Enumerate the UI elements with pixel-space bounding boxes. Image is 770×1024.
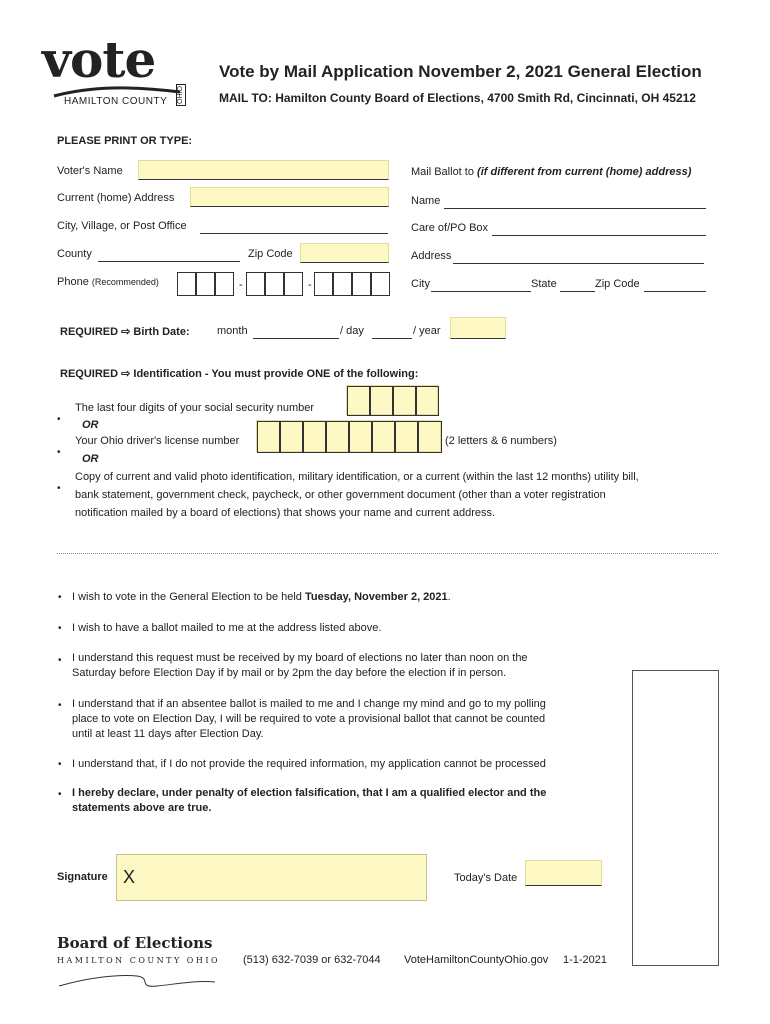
signature-label: Signature	[57, 871, 108, 883]
zip2-label: Zip Code	[595, 278, 640, 290]
footer-phone: (513) 632-7039 or 632-7044	[243, 954, 381, 966]
birth-day-label: / day	[340, 325, 364, 337]
phone-line-boxes[interactable]	[314, 272, 392, 296]
todays-date-field[interactable]	[525, 860, 602, 886]
identification-label: REQUIRED ⇨ Identification - You must provide ONE of the following:	[60, 368, 419, 380]
ssn-label: The last four digits of your social security number	[75, 402, 315, 414]
phone-label-text: Phone	[57, 276, 89, 288]
address-field[interactable]	[453, 250, 704, 264]
city-field[interactable]	[200, 220, 388, 234]
name-field[interactable]	[444, 195, 706, 209]
birth-day-field[interactable]	[372, 325, 412, 339]
current-address-field[interactable]	[190, 187, 389, 207]
bullet-s5: •	[58, 759, 62, 770]
birth-year-field[interactable]	[450, 317, 506, 339]
vote-logo	[42, 30, 192, 110]
statement-4-line-2: place to vote on Election Day, I will be required to vote a provisional ballot that cannot be counted	[72, 713, 546, 725]
birth-month-label: month	[217, 325, 248, 337]
phone-label	[57, 276, 159, 288]
signature-field[interactable]	[116, 854, 427, 901]
page-title: Vote by Mail Application November 2, 2021 General Election	[219, 62, 702, 81]
license-boxes[interactable]	[256, 420, 441, 452]
statement-1-post: .	[447, 591, 451, 603]
ssn-boxes[interactable]	[346, 385, 438, 415]
phone-prefix-boxes[interactable]	[246, 272, 306, 296]
bullet-s2: •	[58, 623, 62, 634]
current-address-label: Current (home) Address	[57, 192, 175, 204]
city2-field[interactable]	[431, 278, 531, 292]
birth-date-label: REQUIRED ⇨ Birth Date:	[60, 326, 190, 338]
footer-board: Board of Elections	[57, 934, 213, 952]
statement-3-line-2: Saturday before Election Day if by mail or by 2pm the day before the election if in person.	[72, 667, 507, 679]
license-label: Your Ohio driver's license number	[75, 435, 240, 447]
copy-line-2: bank statement, government check, paycheck, or other government document (other than a voter registration	[75, 489, 606, 501]
county-field[interactable]	[98, 248, 240, 262]
address-label: Address	[411, 250, 452, 262]
voter-name-label: Voter's Name	[57, 165, 123, 177]
statement-1-pre: I wish to vote in the General Election to be held	[72, 591, 305, 603]
logo-state: OHIO	[176, 84, 186, 106]
birth-year-label: / year	[413, 325, 441, 337]
todays-date-label: Today's Date	[454, 872, 518, 884]
office-use-box	[632, 670, 719, 966]
birth-month-field[interactable]	[253, 325, 339, 339]
footer-website: VoteHamiltonCountyOhio.gov	[404, 954, 549, 966]
mail-to-address: MAIL TO: Hamilton County Board of Elections, 4700 Smith Rd, Cincinnati, OH 45212	[219, 91, 696, 105]
bullet-s3: •	[58, 655, 62, 666]
county-label: County	[57, 248, 92, 260]
name-label: Name	[411, 195, 441, 207]
phone-area-boxes[interactable]	[177, 272, 237, 296]
zip-field[interactable]	[300, 243, 389, 263]
state-field[interactable]	[560, 278, 595, 292]
city2-label: City	[411, 278, 430, 290]
footer-county: HAMILTON COUNTY OHIO	[57, 956, 221, 965]
statement-5: I understand that, if I do not provide the required information, my application cannot be processed	[72, 758, 546, 770]
statement-3-line-1: I understand this request must be received by my board of elections no later than noon on the	[72, 652, 528, 664]
license-note: (2 letters & 6 numbers)	[445, 435, 557, 447]
voter-name-field[interactable]	[138, 160, 389, 180]
bullet-license: •	[57, 447, 61, 458]
signature-mark: X	[123, 867, 136, 887]
footer-rev: 1-1-2021	[563, 954, 608, 966]
logo-county: HAMILTON COUNTY	[64, 96, 168, 107]
mail-ballot-note: (if different from current (home) address)	[477, 166, 692, 178]
care-of-field[interactable]	[492, 222, 706, 236]
bullet-s4: •	[58, 700, 62, 711]
statement-6-line-1: I hereby declare, under penalty of election falsification, that I am a qualified elector and the	[72, 787, 547, 799]
zip2-field[interactable]	[644, 278, 706, 292]
bullet-ssn: •	[57, 414, 61, 425]
statement-6-line-2: statements above are true.	[72, 802, 212, 814]
bullet-s6: •	[58, 789, 62, 800]
state-label: State	[531, 278, 557, 290]
mail-ballot-to-text: Mail Ballot to	[411, 166, 474, 178]
phone-note: (Recommended)	[91, 277, 159, 287]
statement-1	[72, 591, 451, 603]
or-1: OR	[82, 419, 99, 431]
or-2: OR	[82, 453, 99, 465]
statement-1-date: Tuesday, November 2, 2021	[304, 591, 448, 603]
statement-4-line-3: until at least 11 days after Election Day.	[72, 728, 264, 740]
logo-word: vote	[42, 30, 156, 89]
bullet-s1: •	[58, 592, 62, 603]
phone-dash-2: -	[308, 279, 312, 291]
statement-2: I wish to have a ballot mailed to me at the address listed above.	[72, 622, 382, 634]
care-of-label: Care of/PO Box	[411, 222, 489, 234]
dotted-divider	[57, 553, 718, 554]
copy-line-3: notification mailed by a board of elections) that shows your name and current address.	[75, 507, 496, 519]
statement-4-line-1: I understand that if an absentee ballot is mailed to me and I change my mind and go to my polling	[72, 698, 546, 710]
bullet-copy: •	[57, 483, 61, 494]
footer-swoosh-icon	[57, 966, 217, 990]
mail-ballot-to-label	[411, 166, 691, 178]
zip-label: Zip Code	[248, 248, 293, 260]
copy-line-1: Copy of current and valid photo identification, military identification, or a current (within the last 12 months) utility bill,	[75, 471, 639, 483]
print-notice: PLEASE PRINT OR TYPE:	[57, 135, 193, 147]
city-label: City, Village, or Post Office	[57, 220, 187, 232]
phone-dash: -	[239, 279, 243, 291]
